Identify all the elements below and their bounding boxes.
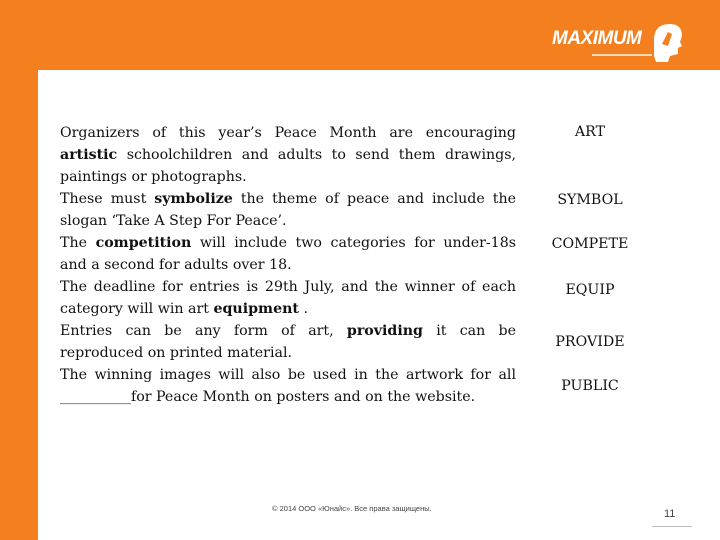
passage-line-1: Organizers of this year’s Peace Month are encouraging artistic schoolchildren and adults to send them drawings, paintings or photographs.: [60, 125, 516, 185]
passage-text: [60, 122, 516, 408]
keyword-artistic: artistic: [60, 147, 118, 163]
page-number: 11: [664, 508, 676, 520]
logo-head-icon: [650, 20, 684, 62]
logo-wordmark: MAXIMUM: [552, 28, 642, 49]
answer-blank: __________: [60, 389, 131, 405]
keyword-symbolize: symbolize: [154, 191, 233, 207]
keyword-competition: competition: [95, 235, 192, 251]
answer-word-provide: PROVIDE: [555, 334, 625, 350]
passage-line-2: These must symbolize the theme of peace and include the slogan ‘Take A Step For Peace’.: [60, 191, 517, 229]
passage-line-4: The deadline for entries is 29th July, and the winner of each category will win art equipment .: [60, 279, 516, 317]
keyword-providing: providing: [346, 323, 423, 339]
logo-underline: [592, 54, 652, 56]
answer-word-art: ART: [574, 124, 606, 140]
answer-word-equip: EQUIP: [565, 282, 615, 298]
answer-word-compete: COMPETE: [551, 236, 629, 252]
answer-word-public: PUBLIC: [561, 378, 619, 394]
passage-line-3: The competition will include two categories for under-18s and a second for adults over 18.: [60, 235, 516, 273]
page-number-rule: [652, 526, 692, 527]
copyright-footer: © 2014 ООО «Юнайс». Все права защищены.: [272, 504, 432, 513]
maximum-logo: [552, 20, 687, 62]
passage-line-6: The winning images will also be used in the artwork for all __________for Peace Month on posters and on the website.: [60, 367, 516, 405]
passage-line-5: Entries can be any form of art, providing it can be reproduced on printed material.: [60, 323, 516, 361]
keyword-equipment: equipment: [213, 301, 299, 317]
answer-word-symbol: SYMBOL: [557, 192, 623, 208]
